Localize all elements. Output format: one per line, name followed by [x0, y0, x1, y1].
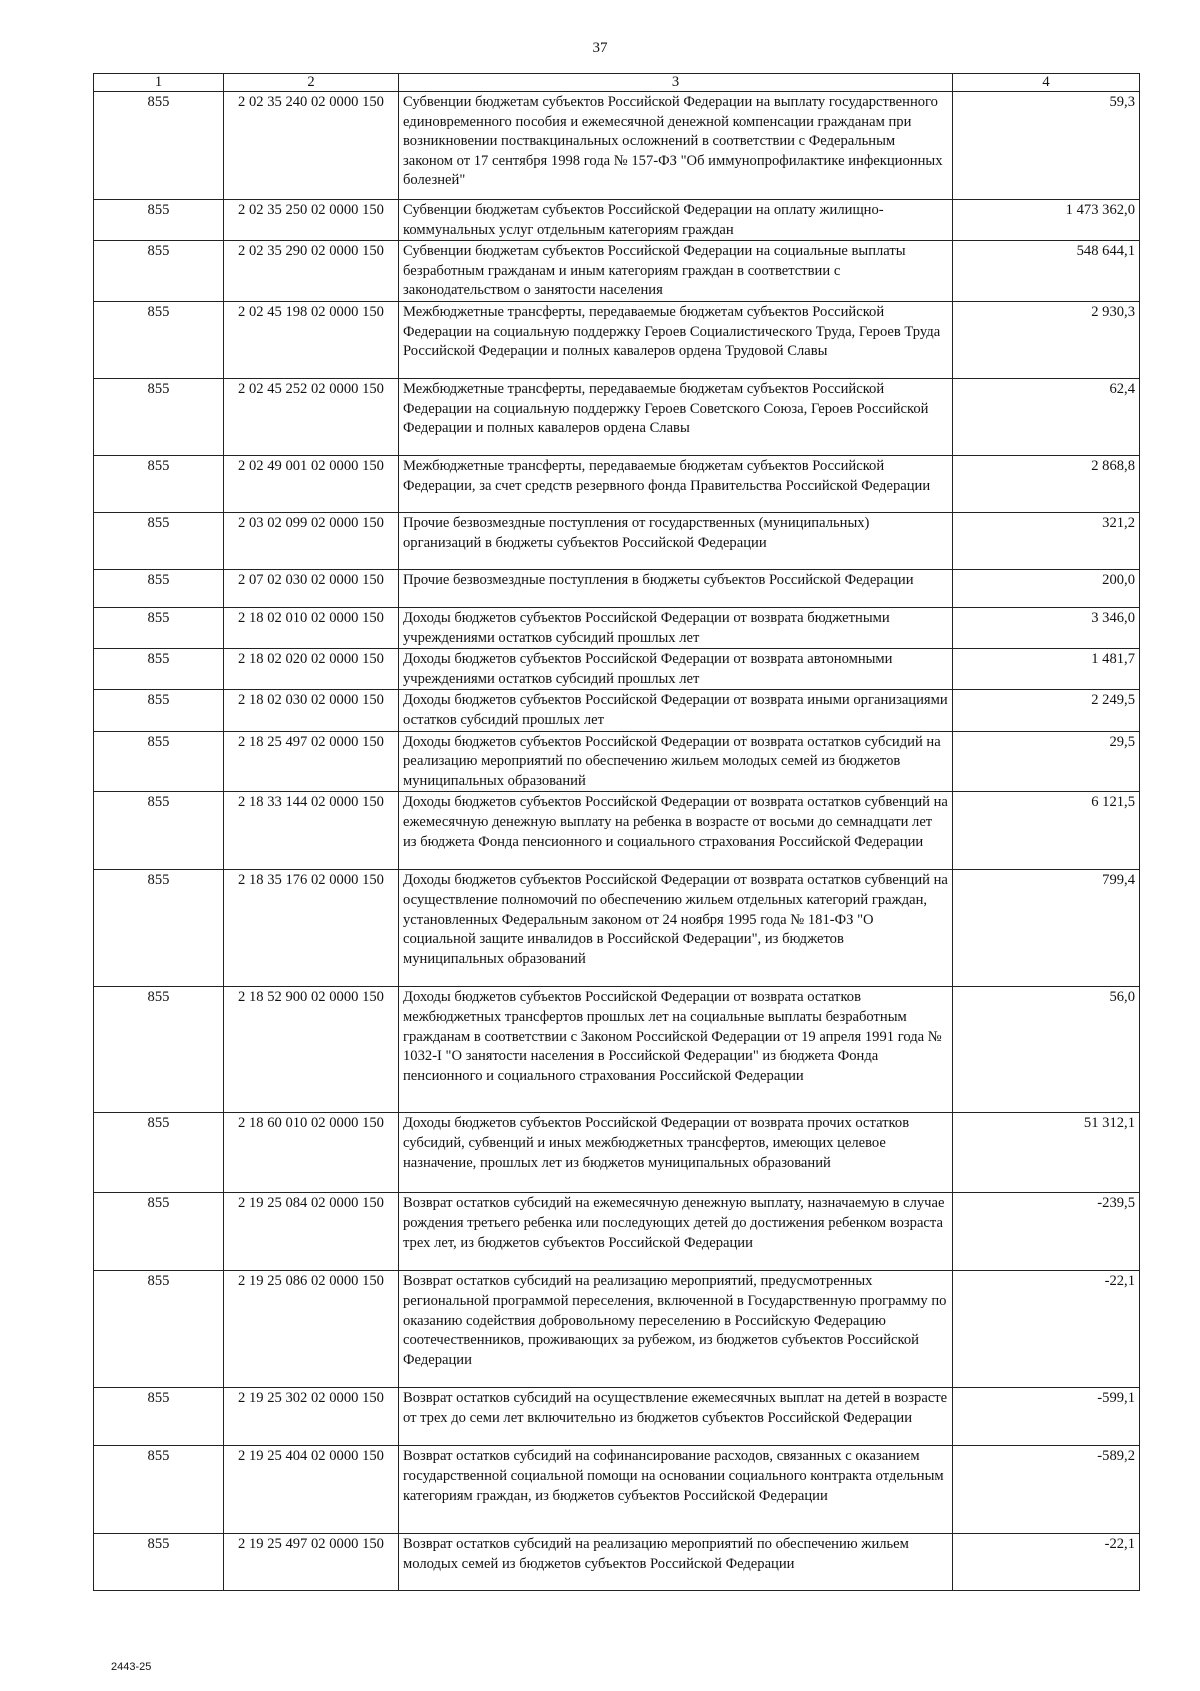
amount-cell: 3 346,0 [953, 607, 1140, 648]
column-header-admin: 1 [94, 74, 224, 92]
admin-code-cell: 855 [94, 792, 224, 870]
description-cell: Субвенции бюджетам субъектов Российской Федерации на выплату государственного единовременного пособия и ежемесячной денежной компенсации гражданам при возникновении поствакцинальных осложнений в соответствии с Федеральным законом от 17 сентября 1998 года № 157-ФЗ "Об иммунопрофилактике инфекционных болезней" [399, 92, 953, 200]
table-row [94, 1388, 1140, 1446]
table-row [94, 1113, 1140, 1193]
budget-code-cell: 2 18 35 176 02 0000 150 [224, 870, 399, 987]
amount-cell: 2 868,8 [953, 455, 1140, 512]
admin-code-cell: 855 [94, 731, 224, 792]
table-row [94, 607, 1140, 648]
description-cell: Доходы бюджетов субъектов Российской Федерации от возврата бюджетными учреждениями остатков субсидий прошлых лет [399, 607, 953, 648]
table-row [94, 92, 1140, 200]
budget-code-cell: 2 19 25 404 02 0000 150 [224, 1446, 399, 1534]
admin-code-cell: 855 [94, 1271, 224, 1388]
description-cell: Субвенции бюджетам субъектов Российской Федерации на социальные выплаты безработным гражданам и иным категориям граждан в соответствии с законодательством о занятости населения [399, 241, 953, 302]
description-cell: Доходы бюджетов субъектов Российской Федерации от возврата остатков субвенций на ежемесячную денежную выплату на ребенка в возрасте от восьми до семнадцати лет из бюджета Фонда пенсионного и социального страхования Российской Федерации [399, 792, 953, 870]
amount-cell: -589,2 [953, 1446, 1140, 1534]
budget-code-cell: 2 02 49 001 02 0000 150 [224, 455, 399, 512]
document-code: 2443-25 [111, 1661, 152, 1673]
page-number: 37 [592, 40, 608, 56]
admin-code-cell: 855 [94, 455, 224, 512]
amount-cell: 2 249,5 [953, 690, 1140, 731]
amount-cell: 59,3 [953, 92, 1140, 200]
admin-code-cell: 855 [94, 1193, 224, 1271]
description-cell: Доходы бюджетов субъектов Российской Федерации от возврата автономными учреждениями остатков субсидий прошлых лет [399, 649, 953, 690]
amount-cell: 56,0 [953, 987, 1140, 1113]
amount-cell: 1 473 362,0 [953, 200, 1140, 241]
budget-code-cell: 2 02 35 250 02 0000 150 [224, 200, 399, 241]
admin-code-cell: 855 [94, 1113, 224, 1193]
admin-code-cell: 855 [94, 1446, 224, 1534]
table-row [94, 1446, 1140, 1534]
admin-code-cell: 855 [94, 241, 224, 302]
amount-cell: 1 481,7 [953, 649, 1140, 690]
budget-code-cell: 2 19 25 302 02 0000 150 [224, 1388, 399, 1446]
budget-code-cell: 2 18 33 144 02 0000 150 [224, 792, 399, 870]
table-row [94, 1193, 1140, 1271]
amount-cell: -239,5 [953, 1193, 1140, 1271]
budget-code-cell: 2 02 35 240 02 0000 150 [224, 92, 399, 200]
description-cell: Возврат остатков субсидий на осуществление ежемесячных выплат на детей в возрасте от трех до семи лет включительно из бюджетов субъектов Российской Федерации [399, 1388, 953, 1446]
table-row [94, 1271, 1140, 1388]
description-cell: Субвенции бюджетам субъектов Российской Федерации на оплату жилищно-коммунальных услуг отдельным категориям граждан [399, 200, 953, 241]
admin-code-cell: 855 [94, 649, 224, 690]
table-row [94, 200, 1140, 241]
admin-code-cell: 855 [94, 92, 224, 200]
table-header-row [94, 74, 1140, 92]
budget-code-cell: 2 18 25 497 02 0000 150 [224, 731, 399, 792]
column-header-description: 3 [399, 74, 953, 92]
table-row [94, 512, 1140, 569]
admin-code-cell: 855 [94, 569, 224, 607]
budget-code-cell: 2 18 60 010 02 0000 150 [224, 1113, 399, 1193]
description-cell: Межбюджетные трансферты, передаваемые бюджетам субъектов Российской Федерации, за счет средств резервного фонда Правительства Российской Федерации [399, 455, 953, 512]
budget-table [93, 73, 1140, 1591]
amount-cell: 6 121,5 [953, 792, 1140, 870]
description-cell: Возврат остатков субсидий на софинансирование расходов, связанных с оказанием государственной социальной помощи на основании социального контракта отдельным категориям граждан, из бюджетов субъектов Российской Федерации [399, 1446, 953, 1534]
table-row [94, 569, 1140, 607]
budget-code-cell: 2 02 45 198 02 0000 150 [224, 301, 399, 378]
description-cell: Доходы бюджетов субъектов Российской Федерации от возврата иными организациями остатков субсидий прошлых лет [399, 690, 953, 731]
budget-code-cell: 2 02 45 252 02 0000 150 [224, 378, 399, 455]
amount-cell: 51 312,1 [953, 1113, 1140, 1193]
description-cell: Возврат остатков субсидий на реализацию мероприятий по обеспечению жильем молодых семей из бюджетов субъектов Российской Федерации [399, 1534, 953, 1591]
table-row [94, 455, 1140, 512]
table-row [94, 690, 1140, 731]
budget-code-cell: 2 18 52 900 02 0000 150 [224, 987, 399, 1113]
description-cell: Прочие безвозмездные поступления в бюджеты субъектов Российской Федерации [399, 569, 953, 607]
admin-code-cell: 855 [94, 607, 224, 648]
budget-code-cell: 2 18 02 020 02 0000 150 [224, 649, 399, 690]
amount-cell: -22,1 [953, 1534, 1140, 1591]
admin-code-cell: 855 [94, 690, 224, 731]
description-cell: Доходы бюджетов субъектов Российской Федерации от возврата прочих остатков субсидий, субвенций и иных межбюджетных трансфертов, имеющих целевое назначение, прошлых лет из бюджетов муниципальных образований [399, 1113, 953, 1193]
table-row [94, 731, 1140, 792]
column-header-code: 2 [224, 74, 399, 92]
amount-cell: 321,2 [953, 512, 1140, 569]
amount-cell: 200,0 [953, 569, 1140, 607]
table-row [94, 870, 1140, 987]
budget-code-cell: 2 18 02 010 02 0000 150 [224, 607, 399, 648]
description-cell: Прочие безвозмездные поступления от государственных (муниципальных) организаций в бюджеты субъектов Российской Федерации [399, 512, 953, 569]
table-row [94, 241, 1140, 302]
amount-cell: 548 644,1 [953, 241, 1140, 302]
column-header-amount: 4 [953, 74, 1140, 92]
budget-code-cell: 2 02 35 290 02 0000 150 [224, 241, 399, 302]
admin-code-cell: 855 [94, 301, 224, 378]
table-row [94, 649, 1140, 690]
admin-code-cell: 855 [94, 512, 224, 569]
admin-code-cell: 855 [94, 378, 224, 455]
description-cell: Возврат остатков субсидий на ежемесячную денежную выплату, назначаемую в случае рождения третьего ребенка или последующих детей до достижения ребенком возраста трех лет, из бюджетов субъектов Российской Федерации [399, 1193, 953, 1271]
admin-code-cell: 855 [94, 1534, 224, 1591]
description-cell: Межбюджетные трансферты, передаваемые бюджетам субъектов Российской Федерации на социальную поддержку Героев Советского Союза, Героев Российской Федерации и полных кавалеров ордена Славы [399, 378, 953, 455]
amount-cell: 29,5 [953, 731, 1140, 792]
table-row [94, 987, 1140, 1113]
budget-code-cell: 2 19 25 497 02 0000 150 [224, 1534, 399, 1591]
budget-code-cell: 2 18 02 030 02 0000 150 [224, 690, 399, 731]
admin-code-cell: 855 [94, 870, 224, 987]
budget-code-cell: 2 19 25 086 02 0000 150 [224, 1271, 399, 1388]
budget-code-cell: 2 07 02 030 02 0000 150 [224, 569, 399, 607]
admin-code-cell: 855 [94, 1388, 224, 1446]
amount-cell: -599,1 [953, 1388, 1140, 1446]
admin-code-cell: 855 [94, 200, 224, 241]
budget-code-cell: 2 19 25 084 02 0000 150 [224, 1193, 399, 1271]
admin-code-cell: 855 [94, 987, 224, 1113]
description-cell: Возврат остатков субсидий на реализацию мероприятий, предусмотренных региональной программой переселения, включенной в Государственную программу по оказанию содействия добровольному переселению в Российскую Федерацию соотечественников, проживающих за рубежом, из бюджетов субъектов Российской Федерации [399, 1271, 953, 1388]
description-cell: Доходы бюджетов субъектов Российской Федерации от возврата остатков межбюджетных трансфертов прошлых лет на социальные выплаты безработным гражданам в соответствии с Законом Российской Федерации от 19 апреля 1991 года № 1032-I "О занятости населения в Российской Федерации" из бюджета Фонда пенсионного и социального страхования Российской Федерации [399, 987, 953, 1113]
amount-cell: 799,4 [953, 870, 1140, 987]
amount-cell: -22,1 [953, 1271, 1140, 1388]
description-cell: Доходы бюджетов субъектов Российской Федерации от возврата остатков субсидий на реализацию мероприятий по обеспечению жильем молодых семей из бюджетов муниципальных образований [399, 731, 953, 792]
table-row [94, 378, 1140, 455]
table-row [94, 301, 1140, 378]
amount-cell: 62,4 [953, 378, 1140, 455]
table-row [94, 1534, 1140, 1591]
description-cell: Доходы бюджетов субъектов Российской Федерации от возврата остатков субвенций на осуществление полномочий по обеспечению жильем отдельных категорий граждан, установленных Федеральным законом от 24 ноября 1995 года № 181-ФЗ "О социальной защите инвалидов в Российской Федерации", из бюджетов муниципальных образований [399, 870, 953, 987]
amount-cell: 2 930,3 [953, 301, 1140, 378]
budget-code-cell: 2 03 02 099 02 0000 150 [224, 512, 399, 569]
description-cell: Межбюджетные трансферты, передаваемые бюджетам субъектов Российской Федерации на социальную поддержку Героев Социалистического Труда, Героев Труда Российской Федерации и полных кавалеров ордена Трудовой Славы [399, 301, 953, 378]
table-row [94, 792, 1140, 870]
